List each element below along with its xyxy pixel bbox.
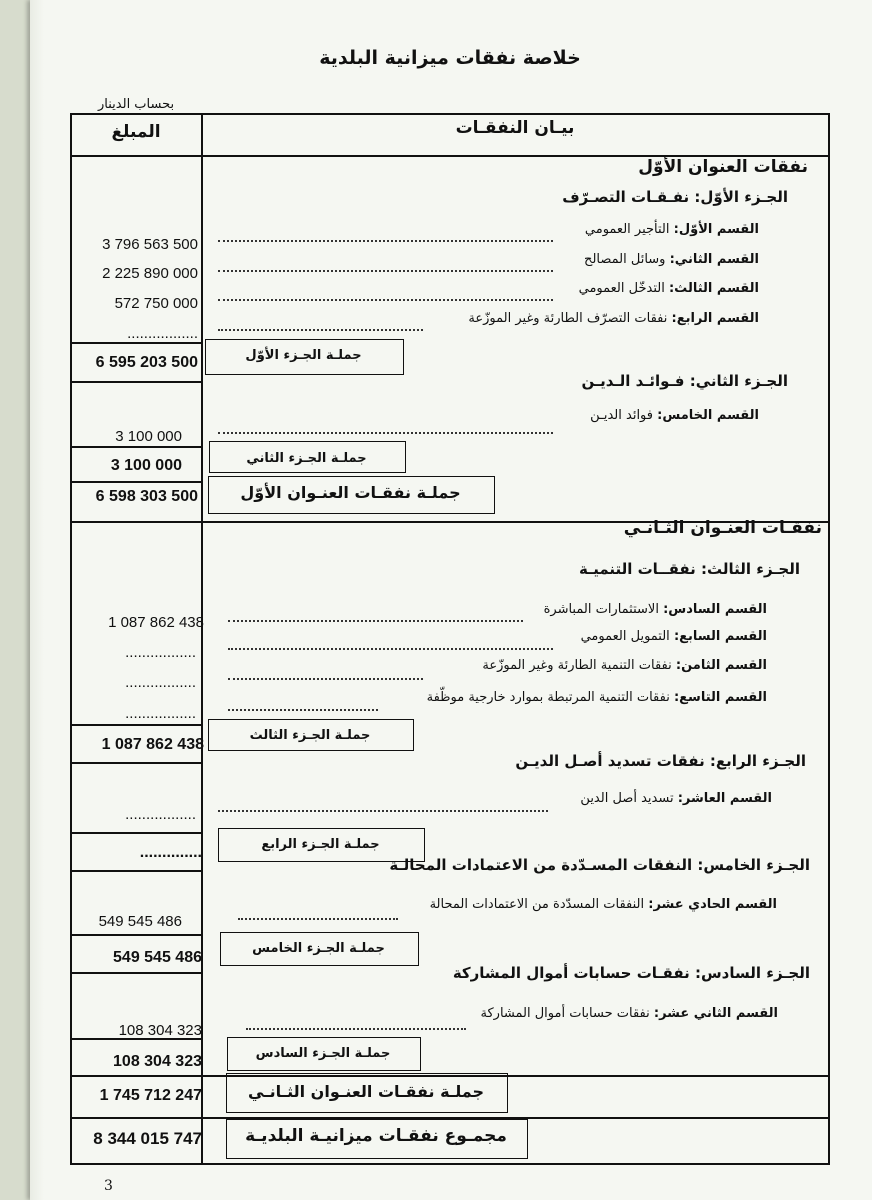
part4-total: .............. (139, 844, 202, 861)
amount-column-header: المبلغ (111, 122, 161, 142)
part6-total: 108 304 323 (113, 1053, 202, 1070)
part4-total-label: جملـة الجـزء الرابع (261, 837, 380, 852)
grand-total: 8 344 015 747 (93, 1129, 202, 1148)
part5-total-label: جملـة الجـزء الخامس (252, 941, 385, 956)
amount: 108 304 323 (118, 1022, 202, 1039)
part4-heading: الجـزء الرابع: نفقات تسديد أصـل الديـن (515, 752, 806, 770)
amount: 572 750 000 (114, 295, 198, 312)
amount: ................. (125, 705, 196, 722)
amount: ................. (127, 325, 198, 342)
page-edge (30, 0, 44, 1200)
page-title: خلاصة نفقات ميزانية البلدية (319, 47, 581, 69)
part5-total: 549 545 486 (113, 949, 202, 966)
amount: ................. (125, 644, 196, 661)
title2-heading: نفقـات العنـوان الثـانـي (623, 518, 822, 538)
part3-heading: الجـزء الثالث: نفقــات التنميـة (578, 560, 800, 578)
part2-heading: الجـزء الثاني: فـوائـد الـديـن (581, 372, 788, 390)
part1-total: 6 595 203 500 (95, 354, 198, 371)
amount: 549 545 486 (98, 913, 182, 930)
amount: 3 100 000 (115, 428, 182, 445)
grand-total-label: مجمـوع نفقـات ميزانيـة البلديـة (245, 1126, 507, 1146)
part5-heading: الجـزء الخامس: النفقات المسـدّدة من الاعتمادات المحالـة (389, 856, 810, 874)
currency-unit: بحساب الدينار (98, 97, 175, 112)
amount: ................. (125, 806, 196, 823)
statement-column-header: بيـان النفقـات (455, 118, 575, 138)
title1-heading: نفقات العنوان الأوّل (638, 157, 808, 177)
amount: ................. (125, 674, 196, 691)
part1-total-label: جملـة الجـزء الأوّل (245, 348, 362, 363)
title2-total: 1 745 712 247 (99, 1087, 202, 1104)
amount: 3 796 563 500 (102, 236, 198, 253)
part2-total-label: جملـة الجـزء الثاني (246, 451, 367, 466)
title1-total-label: جملـة نفقـات العنـوان الأوّل (240, 483, 461, 502)
part2-total: 3 100 000 (110, 457, 182, 474)
part6-heading: الجـزء السادس: نفقـات حسابات أموال المشاركة (452, 964, 810, 982)
part3-total-label: جملـة الجـزء الثالث (249, 728, 371, 743)
title1-total: 6 598 303 500 (95, 488, 198, 505)
amount: 2 225 890 000 (102, 265, 198, 282)
amount: 1 087 862 438 (108, 614, 204, 631)
part3-total: 1 087 862 438 (101, 736, 204, 753)
page-number: 3 (104, 1178, 113, 1194)
part1-heading: الجـزء الأوّل: نفـقـات التصـرّف (562, 188, 788, 206)
part6-total-label: جملـة الجـزء السادس (255, 1046, 391, 1061)
title2-total-label: جملـة نفقـات العنـوان الثـانـي (247, 1082, 485, 1101)
